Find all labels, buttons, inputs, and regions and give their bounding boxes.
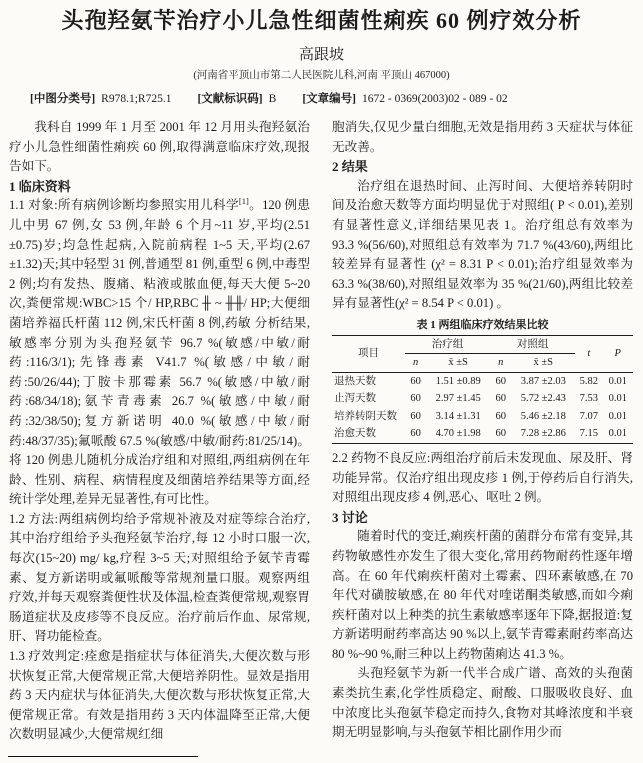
row-control-mean-sd: 3.87 ±2.03 [520, 375, 566, 387]
article-id-value: 1672 - 0369(2003)02 - 089 - 02 [361, 93, 508, 105]
col-header-treatment-group: 治疗组 [405, 335, 490, 354]
right-column [332, 118, 633, 745]
article-id-label: [文章编号] [302, 93, 356, 105]
row-treatment-mean-sd: 3.14 ±1.31 [435, 410, 481, 422]
row-control-mean-sd: 7.28 ±2.86 [520, 428, 566, 440]
row-item: 培养转阴天数 [334, 410, 397, 422]
clc-value: R978.1;R725.1 [101, 93, 172, 105]
paragraph-1-2: 1.2 方法:两组病例均给予常规补液及对症等综合治疗,其中治疗组给予头孢羟氨苄治疗,每 12 小时口服一次,每次(15~20) mg/ kg,疗程 3~5 天;对照组给予氨苄青霉素、复方新诺明或氟哌酸等常规剂量口服。观察两组疗效,并每天观察粪便性状及体温,检查粪便常规,观察胃肠道症状及皮疹等不良反应。治疗前后作血、尿常规,肝、肾功能检查。 [9, 511, 310, 644]
row-t-value: 7.15 [579, 428, 599, 440]
clc-label: [中图分类号] [30, 93, 96, 105]
row-control-n: 60 [495, 393, 506, 405]
paper-author: 高跟坡 [298, 47, 344, 63]
clc-number [30, 92, 171, 107]
row-treatment-n: 60 [410, 393, 421, 405]
row-control-n: 60 [495, 410, 506, 422]
row-item: 治愈天数 [334, 428, 376, 440]
col-header-item: 项目 [332, 335, 405, 372]
article-meta-row [30, 92, 643, 107]
row-p-value: 0.01 [608, 375, 627, 387]
row-control-n: 60 [495, 375, 506, 387]
paragraph-1-1-continued: 。120 例患儿中男 67 例,女 53 例,年龄 6 个月~11 岁,平均(2.51 ±0.75)岁;均急性起病,入院前病程 1~5 天,平均(2.67 ±1.32)天;其中轻型 31 例,普通型 81 例,重型 6 例,中毒型 2 例;均有发热、腹痛、粘液或脓血便,每天大便 5~20 次,粪便常规:WBC>15 个/ HP,RBC ╫ ~ ╫╫/ HP;大便细菌培养福氏杆菌 112 例,宋氏杆菌 8 例,药敏 分析结果,敏感率分别为头孢羟氨苄 96.7 %(敏感/中敏/耐药:116/3/1);先锋毒素 V41.7 %(敏感/中敏/耐药:50/26/44);丁胺卡那霉素 56.7 %(敏感/中敏/耐药:68/34/18);氨苄青毒素 26.7 %(敏感/中敏/耐药:32/38/50);复方新诺明 40.0 %(敏感/中敏/耐药:48/37/35);氟哌酸 67.5 %(敏感/中敏/耐药:81/25/14)。将 120 例患儿随机分成治疗组和对照组,两组病例在年龄、性别、病程、病情程度及细菌培养结果等方面,经统计学处理,差异无显著性,有可比性。 [9, 198, 311, 507]
document-code-value: B [268, 93, 277, 105]
row-treatment-mean-sd: 1.51 ±0.89 [435, 375, 481, 387]
subheader-control-mean-sd: x̄ ±S [511, 354, 575, 373]
table-row [332, 408, 633, 426]
results-paragraph: 治疗组在退热时间、止泻时间、大便培养转阴时间及治愈天数等方面均明显优于对照组( P < 0.01),差别有显著性意义,详细结果见表 1。治疗组总有效率为 93.3 %(56/60),对照组总有效率为 71.7 %(43/60),两组比较差异有显著性 (χ² = 8.31 P < 0.01);治疗组显效率为 63.3 %(38/60),对照组显效率为 35 %(21/60),两组比较差异有显著性(χ² = 8.54 P < 0.01) 。 [332, 178, 633, 311]
row-item: 止泻天数 [334, 393, 376, 405]
row-treatment-n: 60 [410, 410, 421, 422]
paragraph-2-2: 2.2 药物不良反应:两组治疗前后未发现血、尿及肝、肾功能异常。仅治疗组出现皮疹 1 例,于停药后自行消失,对照组出现皮疹 4 例,恶心、呕吐 2 例。 [332, 450, 633, 505]
two-column-body [0, 107, 643, 745]
row-treatment-n: 60 [410, 428, 421, 440]
row-control-mean-sd: 5.72 ±2.43 [520, 393, 566, 405]
row-p-value: 0.01 [608, 410, 627, 422]
col-header-t: t [575, 335, 602, 372]
document-code-label: [文献标识码] [197, 93, 263, 105]
row-control-n: 60 [495, 428, 506, 440]
row-t-value: 7.07 [579, 410, 599, 422]
paragraph-1-1-text: 1.1 对象:所有病例诊断均参照实用儿科学 [9, 198, 239, 213]
section-3-heading: 3 讨论 [332, 509, 368, 525]
table-row [332, 390, 633, 408]
author-affiliation: (河南省平顶山市第二人民医院儿科,河南 平顶山 467000) [193, 70, 450, 81]
document-code [197, 92, 276, 107]
row-control-mean-sd: 5.46 ±2.18 [520, 410, 566, 422]
table-row [332, 425, 633, 443]
table-row [332, 372, 633, 390]
row-treatment-n: 60 [410, 375, 421, 387]
paragraph-1-1 [9, 196, 310, 510]
table-1-caption: 表 1 两组临床疗效结果比较 [416, 318, 549, 331]
table-1 [332, 335, 633, 444]
discussion-paragraph-1: 随着时代的变迁,痢疾杆菌的菌群分布常有变异,其药物敏感性亦发生了很大变化,常用药物耐药性逐年增高。在 60 年代痢疾杆菌对土霉素、四环素敏感,在 70 年代对磺胺敏感,在 80 年代对喹诺酮类敏感,而如今痢疾杆菌对以上种类的抗生素敏感率逐年下降,据报道:复方新诺明耐药率高达 90 %以上,氨苄青霉素耐药率高达 80 %~90 %,耐三种以上药物菌痢达 41.3 %。 [332, 529, 633, 661]
col-header-p: P [603, 335, 633, 372]
row-p-value: 0.01 [608, 393, 627, 405]
paper-title: 头孢羟氨苄治疗小儿急性细菌性痢疾 60 例疗效分析 [61, 8, 582, 33]
row-treatment-mean-sd: 2.97 ±1.45 [435, 393, 481, 405]
paragraph-1-3: 1.3 疗效判定:痊愈是指症状与体征消失,大便次数与形状恢复正常,大便常规正常,大便培养阴性。显效是指用药 3 天内症状与体征消失,大便次数与形状恢复正常,大便常规正常。有效是指用药 3 天内体温降至正常,大便次数明显减少,大便常规红细 [9, 649, 310, 742]
section-2-heading: 2 结果 [332, 159, 368, 175]
row-p-value: 0.01 [608, 428, 627, 440]
subheader-control-n: n [490, 354, 511, 373]
subheader-treatment-n: n [405, 354, 426, 373]
row-item: 退热天数 [334, 375, 376, 387]
row-t-value: 7.53 [579, 393, 599, 405]
section-1-heading: 1 临床资料 [9, 178, 71, 194]
row-treatment-mean-sd: 4.70 ±1.98 [435, 428, 481, 440]
footnote-separator-rule [8, 756, 198, 757]
continuation-paragraph: 胞消失,仅见少量白细胞,无效是指用药 3 天症状与体征无改善。 [332, 120, 633, 154]
intro-paragraph: 我科自 1999 年 1 月至 2001 年 12 月用头孢羟氨治疗小儿急性细菌性痢疾 60 例,取得满意临床疗效,现报告如下。 [9, 120, 310, 174]
row-t-value: 5.82 [579, 375, 599, 387]
col-header-control-group: 对照组 [490, 335, 575, 354]
left-column [9, 118, 310, 745]
article-id [302, 92, 507, 107]
discussion-paragraph-2: 头孢羟氨苄为新一代半合成广谱、高效的头孢菌素类抗生素,化学性质稳定、耐酸、口服吸收良好、血中浓度比头孢氨苄稳定而持久,食物对其峰浓度和半衰期无明显影响,与头孢氨苄相比副作用少而 [332, 666, 633, 740]
reference-marker: [1] [238, 196, 249, 207]
subheader-treatment-mean-sd: x̄ ±S [426, 354, 490, 373]
